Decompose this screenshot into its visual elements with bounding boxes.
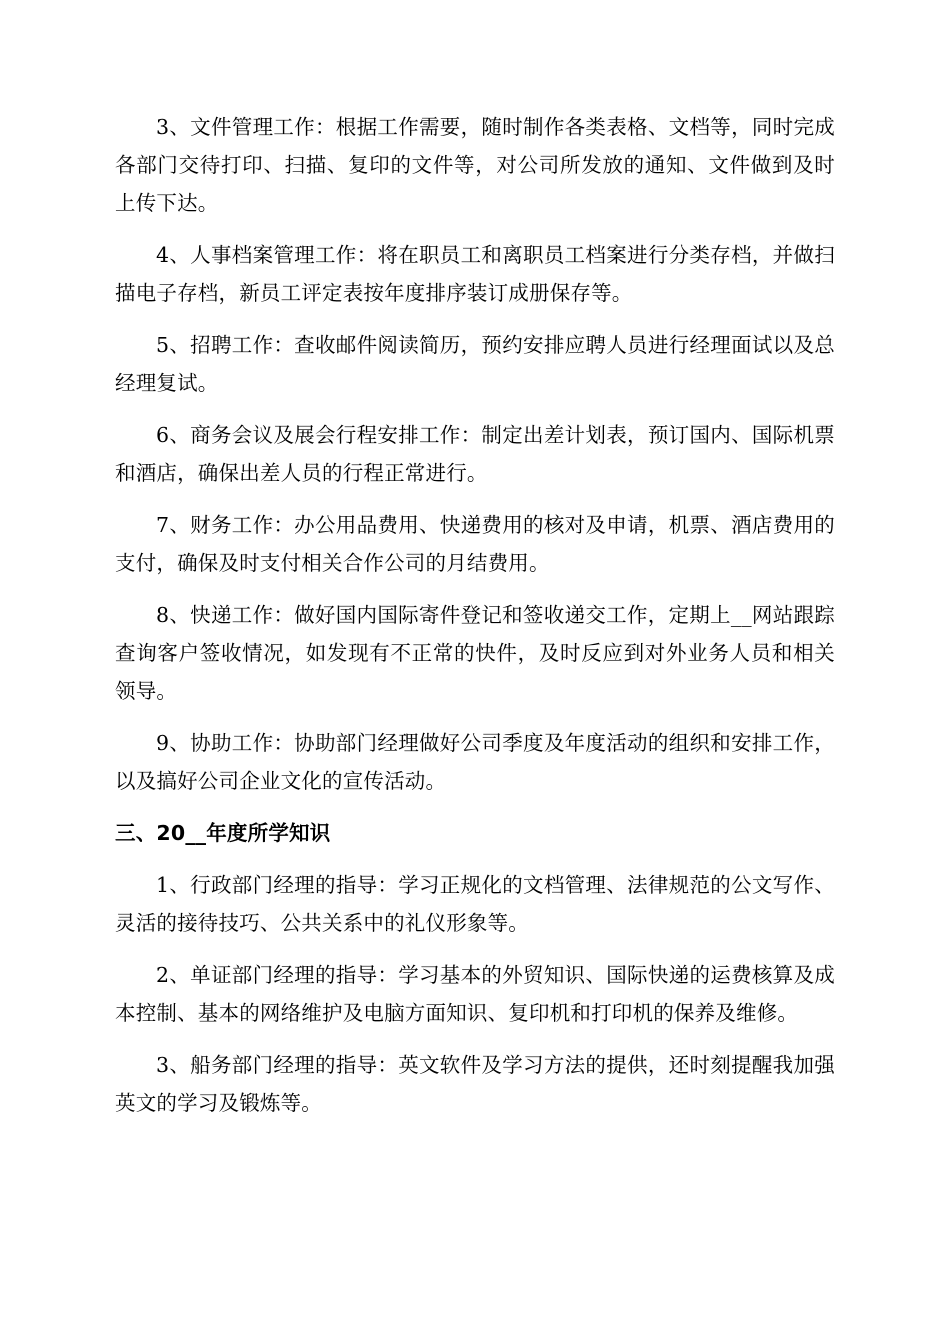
paragraph-documents-guidance: 2、单证部门经理的指导：学习基本的外贸知识、国际快递的运费核算及成本控制、基本的网络维护及电脑方面知识、复印机和打印机的保养及维修。	[115, 963, 835, 1025]
paragraph-recruitment: 5、招聘工作：查收邮件阅读简历，预约安排应聘人员进行经理面试以及总经理复试。	[115, 333, 835, 395]
section-heading: 三、20__年度所学知识	[115, 821, 331, 845]
paragraph-admin-guidance: 1、行政部门经理的指导：学习正规化的文档管理、法律规范的公文写作、灵活的接待技巧、公共关系中的礼仪形象等。	[115, 873, 835, 935]
paragraph-business-travel: 6、商务会议及展会行程安排工作：制定出差计划表，预订国内、国际机票和酒店，确保出差人员的行程正常进行。	[115, 423, 835, 485]
paragraph-personnel-archives: 4、人事档案管理工作：将在职员工和离职员工档案进行分类存档，并做扫描电子存档，新员工评定表按年度排序装订成册保存等。	[115, 243, 835, 305]
paragraph-assistance: 9、协助工作：协助部门经理做好公司季度及年度活动的组织和安排工作，以及搞好公司企业文化的宣传活动。	[115, 731, 835, 793]
document-body	[115, 108, 835, 1136]
paragraph-express-delivery: 8、快递工作：做好国内国际寄件登记和签收递交工作，定期上__网站跟踪查询客户签收情况，如发现有不正常的快件，及时反应到对外业务人员和相关领导。	[115, 603, 835, 703]
paragraph-shipping-guidance: 3、船务部门经理的指导：英文软件及学习方法的提供，还时刻提醒我加强英文的学习及锻炼等。	[115, 1053, 835, 1115]
paragraph-finance: 7、财务工作：办公用品费用、快递费用的核对及申请，机票、酒店费用的支付，确保及时支付相关合作公司的月结费用。	[115, 513, 835, 575]
paragraph-file-management: 3、文件管理工作：根据工作需要，随时制作各类表格、文档等，同时完成各部门交待打印、扫描、复印的文件等，对公司所发放的通知、文件做到及时上传下达。	[115, 115, 835, 215]
